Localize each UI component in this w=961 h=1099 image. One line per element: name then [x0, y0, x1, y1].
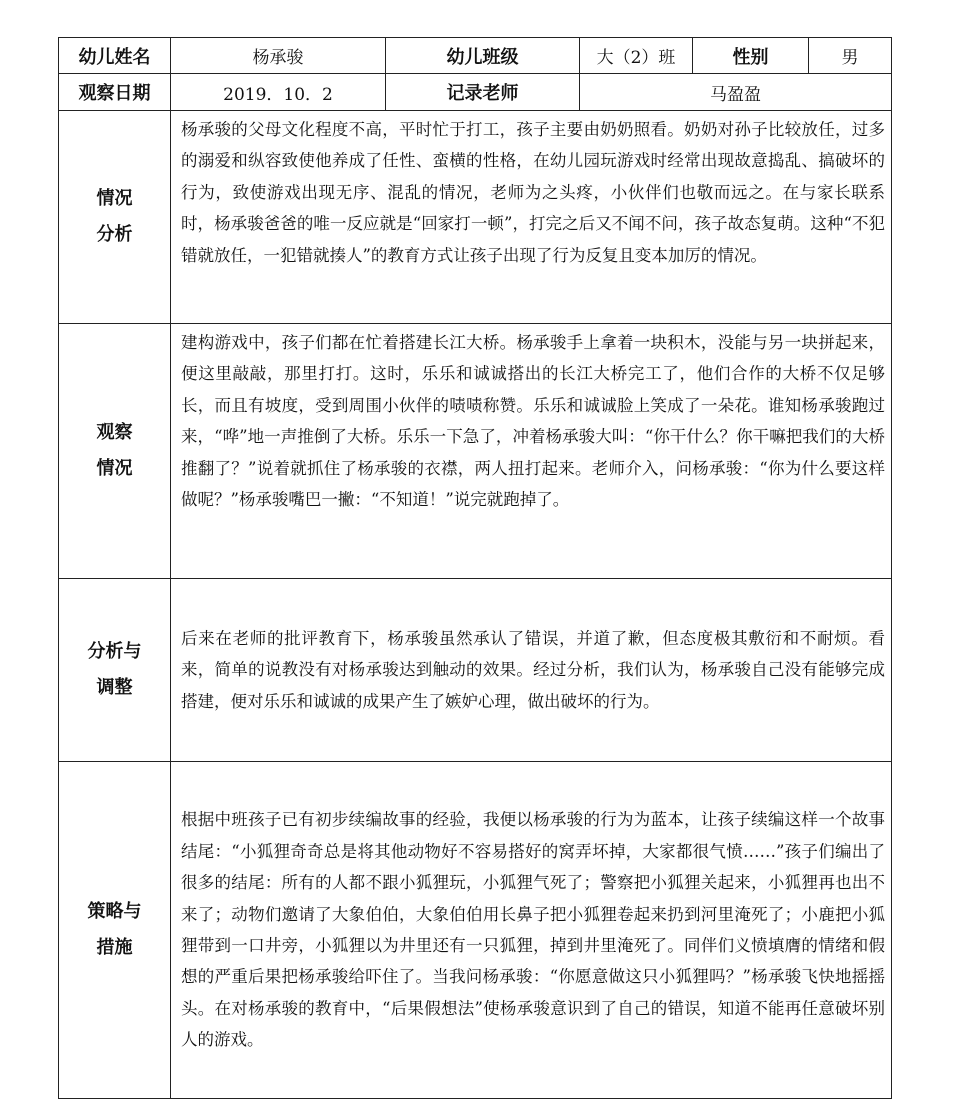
section-body — [171, 111, 892, 324]
section-label-line1: 情况 — [96, 188, 133, 209]
child-name-label: 幼儿姓名 — [59, 38, 171, 74]
section-text: 杨承骏的父母文化程度不高，平时忙于打工，孩子主要由奶奶照看。奶奶对孙子比较放任，过多的溺爱和纵容致使他养成了任性、蛮横的性格，在幼儿园玩游戏时经常出现故意捣乱、搞破坏的行为，致使游戏出现无序、混乱的情况，老师为之头疼，小伙伴们也敬而远之。在与家长联系时，杨承骏爸爸的唯一反应就是“回家打一顿”，打完之后又不闻不问，孩子故态复萌。这种“不犯错就放任，一犯错就揍人”的教育方式让孩子出现了行为反复且变本加厉的情况。 — [181, 120, 885, 265]
section-body — [171, 579, 892, 762]
section-situation-analysis — [59, 111, 892, 324]
section-text: 后来在老师的批评教育下，杨承骏虽然承认了错误，并道了歉，但态度极其敷衍和不耐烦。看来，简单的说教没有对杨承骏达到触动的效果。经过分析，我们认为，杨承骏自己没有能够完成搭建，便对乐乐和诚诚的成果产生了嫉妒心理，做出破坏的行为。 — [181, 628, 885, 711]
section-observation — [59, 324, 892, 579]
section-label-line1: 分析与 — [87, 641, 142, 662]
section-strategy-measures — [59, 762, 892, 1099]
section-label-line2: 措施 — [96, 937, 133, 958]
section-label-line2: 调整 — [96, 677, 133, 698]
section-text: 根据中班孩子已有初步续编故事的经验，我便以杨承骏的行为为蓝本，让孩子续编这样一个故事结尾：“小狐狸奇奇总是将其他动物好不容易搭好的窝弄坏掉，大家都很气愤……”孩子们编出了很多的结尾：所有的人都不跟小狐狸玩，小狐狸气死了；警察把小狐狸关起来，小狐狸再也出不来了；动物们邀请了大象伯伯，大象伯伯用长鼻子把小狐狸卷起来扔到河里淹死了；小鹿把小狐狸带到一口井旁，小狐狸以为井里还有一只狐狸，掉到井里淹死了。同伴们义愤填膺的情绪和假想的严重后果把杨承骏给吓住了。当我问杨承骏：“你愿意做这只小狐狸吗？”杨承骏飞快地摇摇头。在对杨承骏的教育中，“后果假想法”使杨承骏意识到了自己的错误，知道不能再任意破坏别人的游戏。 — [181, 810, 885, 1050]
child-class-label: 幼儿班级 — [386, 38, 580, 74]
observation-record-table — [58, 37, 892, 1099]
child-class-value: 大（2）班 — [580, 38, 693, 74]
section-body — [171, 324, 892, 579]
recording-teacher-value: 马盈盈 — [580, 74, 892, 111]
header-row-1 — [59, 38, 892, 74]
section-label-line2: 分析 — [96, 224, 133, 245]
section-label-line2: 情况 — [96, 458, 133, 479]
section-label — [59, 324, 171, 579]
section-analysis-adjustment — [59, 579, 892, 762]
section-label — [59, 111, 171, 324]
recording-teacher-label: 记录老师 — [386, 74, 580, 111]
section-label-line1: 观察 — [96, 422, 133, 443]
section-body — [171, 762, 892, 1099]
section-label — [59, 579, 171, 762]
section-label — [59, 762, 171, 1099]
header-row-2 — [59, 74, 892, 111]
child-name-value: 杨承骏 — [171, 38, 386, 74]
gender-label: 性别 — [693, 38, 809, 74]
observation-date-label: 观察日期 — [59, 74, 171, 111]
gender-value: 男 — [809, 38, 892, 74]
section-text: 建构游戏中，孩子们都在忙着搭建长江大桥。杨承骏手上拿着一块积木，没能与另一块拼起来，便这里敲敲，那里打打。这时，乐乐和诚诚搭出的长江大桥完工了，他们合作的大桥不仅足够长，而且有坡度，受到周围小伙伴的啧啧称赞。乐乐和诚诚脸上笑成了一朵花。谁知杨承骏跑过来，“哗”地一声推倒了大桥。乐乐一下急了，冲着杨承骏大叫：“你干什么？你干嘛把我们的大桥推翻了？”说着就抓住了杨承骏的衣襟，两人扭打起来。老师介入，问杨承骏：“你为什么要这样做呢？”杨承骏嘴巴一撇：“不知道！”说完就跑掉了。 — [181, 333, 885, 510]
observation-date-value: 2019．10．2 — [171, 74, 386, 111]
section-label-line1: 策略与 — [87, 901, 142, 922]
